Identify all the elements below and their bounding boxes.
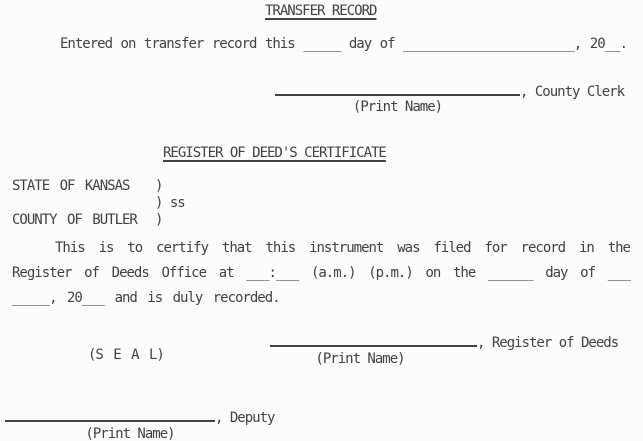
certificate-body-line-3: _____, 20___ and is duly recorded. [12,290,280,306]
venue-ss-label: ) ss [155,195,185,211]
deputy-signature-suffix: , Deputy [215,410,275,426]
certificate-body-line-2: Register of Deeds Office at ___:___ (a.m.) (p.m.) on the ______ day of ___ [12,265,630,281]
county-clerk-signature [275,82,624,100]
register-of-deeds-signature-suffix: , Register of Deeds [477,335,619,351]
venue-county-row [12,213,162,228]
venue-state-label: STATE OF KANSAS [12,178,130,194]
seal-label: (S E A L) [88,347,164,363]
county-clerk-print-name-caption: (Print Name) [352,99,443,115]
register-of-deeds-signature-line [270,333,477,347]
county-clerk-signature-line [275,82,520,96]
venue-ss-spacer [12,196,155,211]
deputy-signature-line [5,408,215,422]
venue-county-paren: ) [155,212,163,228]
register-of-deeds-print-name-caption: (Print Name) [315,351,405,367]
county-clerk-signature-suffix: , County Clerk [520,84,625,100]
register-of-deeds-signature [270,333,618,351]
register-certificate-title: REGISTER OF DEED'S CERTIFICATE [163,145,386,161]
certificate-body-line-1: This is to certify that this instrument was filed for record in the [55,240,630,256]
transfer-entry-line: Entered on transfer record this _____ day of _______________________, 20__. [60,36,627,52]
deputy-signature [5,408,274,426]
venue-state-paren: ) [155,178,163,194]
deputy-print-name-caption: (Print Name) [85,426,175,441]
transfer-record-title: TRANSFER RECORD [265,3,377,19]
venue-state-row [12,179,162,194]
venue-ss-row [12,196,185,211]
venue-county-label: COUNTY OF BUTLER [12,212,137,228]
